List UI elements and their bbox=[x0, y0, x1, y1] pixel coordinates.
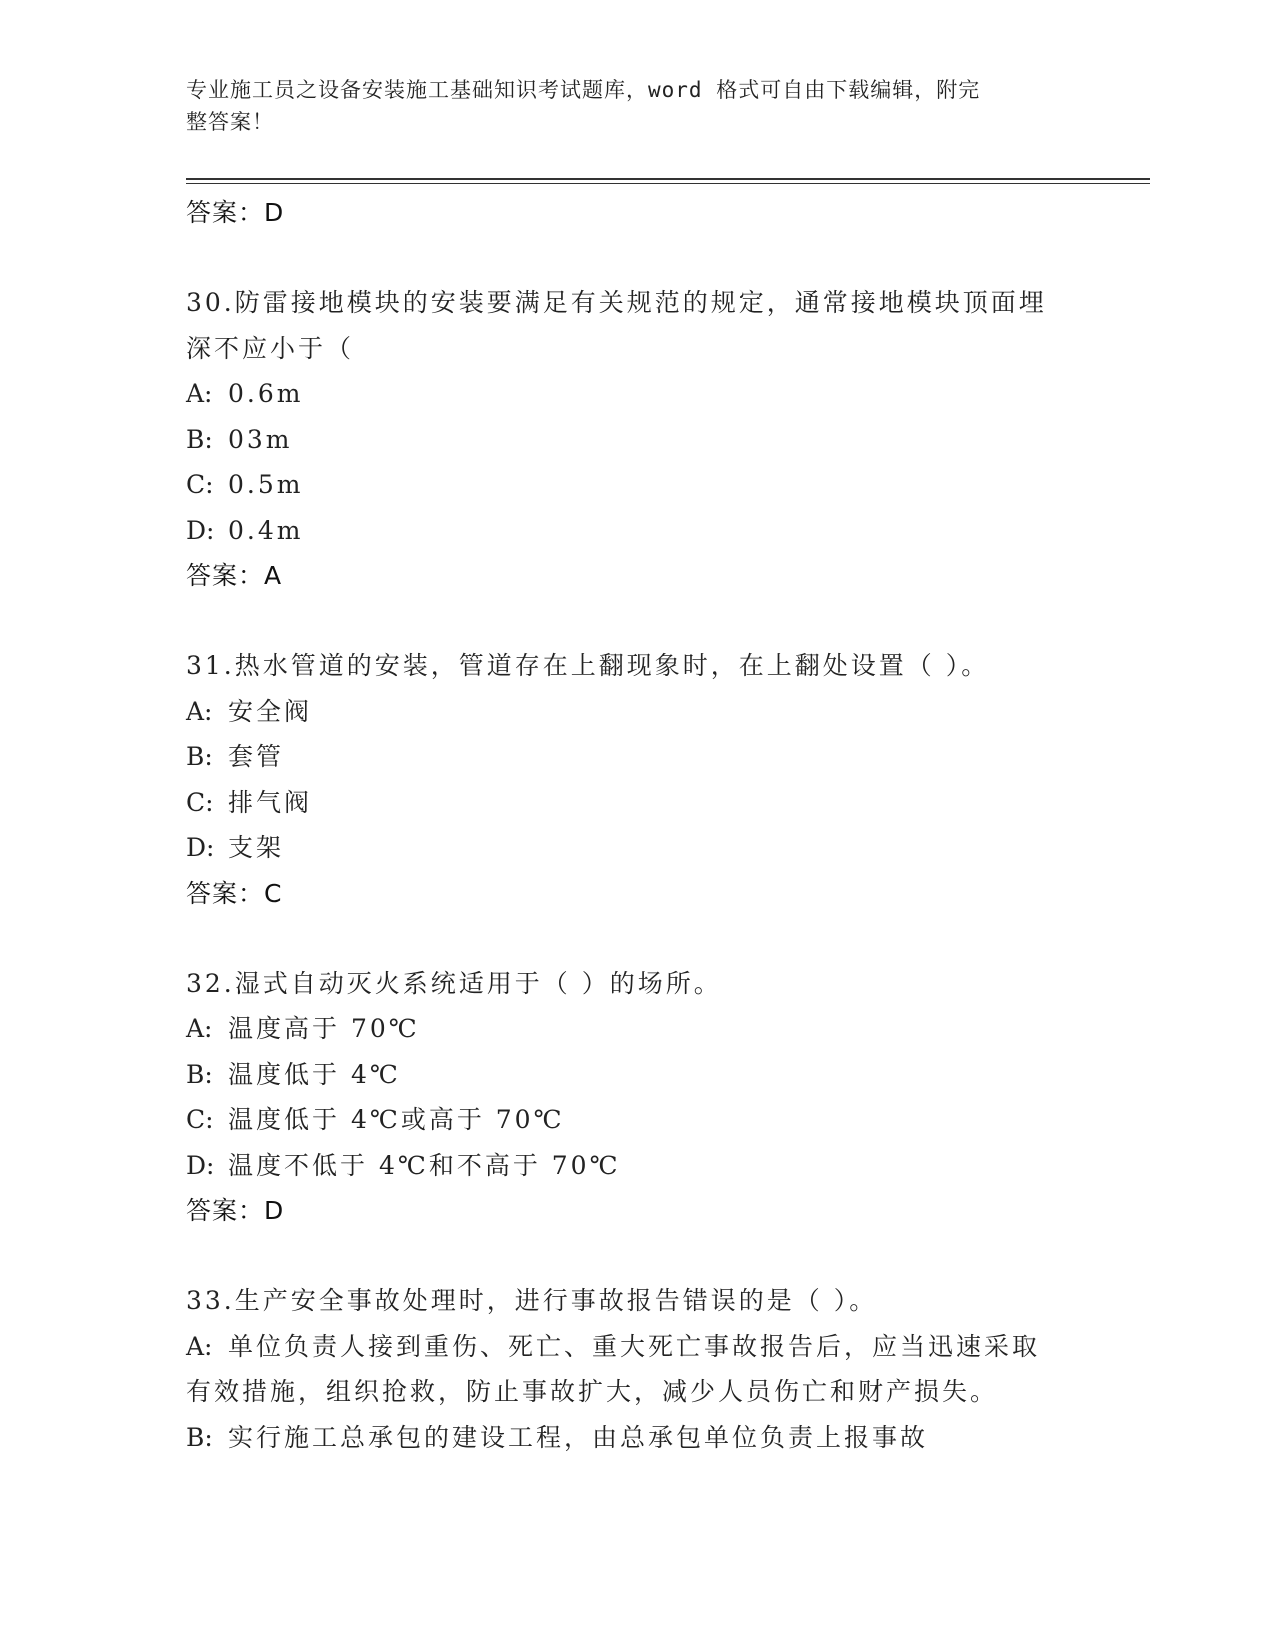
option-text: 0.4m bbox=[228, 515, 304, 545]
answer-line: 答案：D bbox=[186, 1196, 285, 1225]
option-c bbox=[186, 1097, 1086, 1143]
option-b bbox=[186, 1415, 1086, 1461]
header-line-2: 整答案！ bbox=[186, 110, 274, 134]
option-text: 排气阀 bbox=[228, 787, 313, 817]
option-text: 0.5m bbox=[228, 470, 304, 499]
answer-line: 答案：D bbox=[186, 198, 285, 227]
question-stem-line: 33.生产安全事故处理时，进行事故报告错误的是（ ）。 bbox=[186, 1286, 878, 1315]
spacer bbox=[186, 1233, 1086, 1278]
option-a bbox=[186, 1324, 1086, 1370]
option-letter: B: bbox=[186, 742, 213, 771]
option-text: 温度低于 4℃ bbox=[228, 1059, 401, 1089]
question-stem-line: 深不应小于（ bbox=[186, 333, 355, 363]
option-text: 03m bbox=[228, 424, 293, 454]
question-stem-line: 31.热水管道的安装，管道存在上翻现象时，在上翻处设置（ ）。 bbox=[186, 651, 990, 680]
option-letter: B: bbox=[186, 424, 213, 454]
option-text-continuation: 有效措施，组织抢救，防止事故扩大，减少人员伤亡和财产损失。 bbox=[186, 1377, 999, 1406]
option-text: 温度不低于 4℃和不高于 70℃ bbox=[228, 1150, 621, 1180]
option-a bbox=[186, 689, 1086, 735]
spacer bbox=[186, 916, 1086, 961]
option-letter: C: bbox=[186, 787, 214, 817]
question-block bbox=[186, 643, 1086, 916]
option-text: 支架 bbox=[228, 833, 285, 862]
question-block bbox=[186, 1278, 1086, 1460]
spacer bbox=[186, 598, 1086, 643]
option-letter: D: bbox=[186, 833, 215, 862]
header-rule-thin bbox=[186, 183, 1150, 184]
option-c bbox=[186, 780, 1086, 826]
option-d bbox=[186, 1143, 1086, 1189]
spacer bbox=[186, 235, 1086, 280]
option-letter: B: bbox=[186, 1059, 213, 1089]
option-letter: D: bbox=[186, 1150, 215, 1180]
option-letter: C: bbox=[186, 470, 214, 499]
option-letter: A: bbox=[186, 1331, 213, 1361]
option-letter: C: bbox=[186, 1105, 214, 1134]
question-block bbox=[186, 961, 1086, 1234]
option-b bbox=[186, 734, 1086, 780]
option-text: 单位负责人接到重伤、死亡、重大死亡事故报告后，应当迅速采取 bbox=[228, 1331, 1041, 1361]
answer-line: 答案：C bbox=[186, 878, 283, 908]
option-letter: A: bbox=[186, 379, 213, 408]
question-stem-line: 30.防雷接地模块的安装要满足有关规范的规定，通常接地模块顶面埋 bbox=[186, 288, 1047, 317]
option-a bbox=[186, 371, 1086, 417]
option-b bbox=[186, 417, 1086, 463]
option-c bbox=[186, 462, 1086, 508]
option-letter: A: bbox=[186, 1014, 213, 1043]
document-header bbox=[186, 74, 1066, 138]
option-text: 实行施工总承包的建设工程，由总承包单位负责上报事故 bbox=[228, 1422, 929, 1452]
option-d bbox=[186, 825, 1086, 871]
header-rule-thick bbox=[186, 178, 1150, 180]
option-text: 套管 bbox=[228, 742, 285, 771]
question-list bbox=[186, 190, 1086, 1460]
option-letter: B: bbox=[186, 1422, 213, 1452]
option-d bbox=[186, 508, 1086, 554]
option-text: 0.6m bbox=[228, 379, 304, 408]
question-block bbox=[186, 280, 1086, 598]
option-b bbox=[186, 1052, 1086, 1098]
option-text: 安全阀 bbox=[228, 696, 313, 726]
answer-line: 答案：A bbox=[186, 561, 283, 590]
option-text: 温度高于 70℃ bbox=[228, 1014, 420, 1043]
option-letter: D: bbox=[186, 515, 215, 545]
question-stem-line: 32.湿式自动灭火系统适用于（ ）的场所。 bbox=[186, 968, 722, 998]
option-text: 温度低于 4℃或高于 70℃ bbox=[228, 1105, 565, 1134]
option-a bbox=[186, 1006, 1086, 1052]
header-line-1: 专业施工员之设备安装施工基础知识考试题库，word 格式可自由下载编辑，附完 bbox=[186, 78, 981, 102]
option-letter: A: bbox=[186, 696, 213, 726]
